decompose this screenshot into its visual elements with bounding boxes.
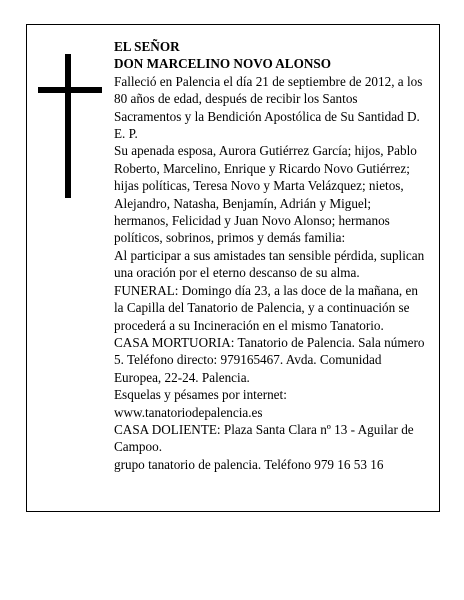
family-list: Su apenada esposa, Aurora Gutiérrez García; hijos, Pablo Roberto, Marcelino, Enrique y Ricardo Novo Gutiérrez; hijas políticas, Teresa Novo y Marta Velázquez; nietos, Alejandro, Natasha, Benjamín, Adrián y Miguel; hermanos, Felicidad y Juan Novo Alonso; hermanos políticos, sobrinos, primos y demás familia: xyxy=(114,143,417,246)
title-line-1: EL SEÑOR xyxy=(114,39,180,54)
funeral-details: FUNERAL: Domingo día 23, a las doce de la mañana, en la Capilla del Tanatorio de Palencia, y a continuación se procederá a su Incineración en el mismo Tanatorio. xyxy=(114,282,418,333)
funeral-home-details: CASA MORTUORIA: Tanatorio de Palencia. Sala número 5. Teléfono directo: 979165467. Avda. Comunidad Europea, 22-24. Palencia. xyxy=(114,334,425,385)
funeral-group-contact: grupo tanatorio de palencia. Teléfono 979 16 53 16 xyxy=(114,456,384,472)
cross-vertical-bar xyxy=(65,54,71,198)
family-home-address: CASA DOLIENTE: Plaza Santa Clara nº 13 - Aguilar de Campoo. xyxy=(114,421,414,455)
prayer-request: Al participar a sus amistades tan sensible pérdida, suplican una oración por el eterno descanso de su alma. xyxy=(114,247,425,281)
death-announcement: Falleció en Palencia el día 21 de septiembre de 2012, a los 80 años de edad, después de recibir los Santos Sacramentos y la Bendición Apostólica de Su Santidad D. E. P. xyxy=(114,73,423,142)
obituary-text xyxy=(114,38,426,473)
cross-horizontal-bar xyxy=(38,87,102,93)
online-condolences: Esquelas y pésames por internet: www.tanatoriodepalencia.es xyxy=(114,387,287,420)
deceased-name: DON MARCELINO NOVO ALONSO xyxy=(114,56,331,72)
cross-icon xyxy=(38,54,102,198)
